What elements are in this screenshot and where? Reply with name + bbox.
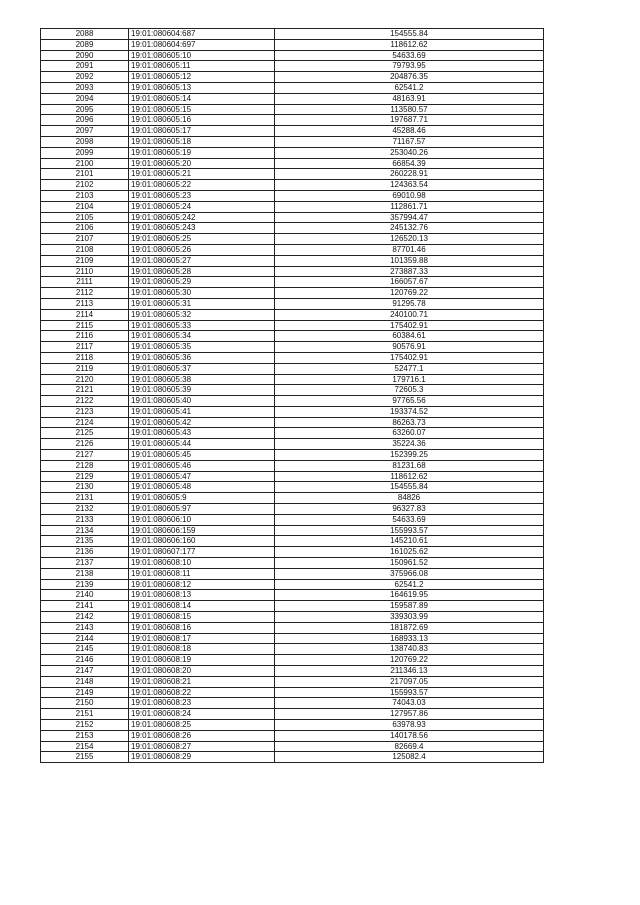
table-row [41, 525, 544, 536]
table-row [41, 547, 544, 558]
value-cell: 113580.57 [275, 104, 544, 115]
cadastral-number-cell: 19:01:080605:39 [129, 385, 275, 396]
table-row [41, 169, 544, 180]
cadastral-number-cell: 19:01:080605:20 [129, 158, 275, 169]
table-row [41, 633, 544, 644]
value-cell: 357994.47 [275, 212, 544, 223]
row-number-cell: 2105 [41, 212, 129, 223]
cadastral-number-cell: 19:01:080605:36 [129, 352, 275, 363]
row-number-cell: 2117 [41, 342, 129, 353]
table-row [41, 180, 544, 191]
value-cell: 145210.61 [275, 536, 544, 547]
cadastral-number-cell: 19:01:080605:15 [129, 104, 275, 115]
table-row [41, 752, 544, 763]
value-cell: 339303.99 [275, 612, 544, 623]
value-cell: 35224.36 [275, 439, 544, 450]
table-row [41, 201, 544, 212]
row-number-cell: 2148 [41, 676, 129, 687]
value-cell: 60384.61 [275, 331, 544, 342]
table-row [41, 471, 544, 482]
cadastral-number-cell: 19:01:080605:9 [129, 493, 275, 504]
table-row [41, 104, 544, 115]
row-number-cell: 2144 [41, 633, 129, 644]
table-row [41, 147, 544, 158]
row-number-cell: 2142 [41, 612, 129, 623]
value-cell: 54633.69 [275, 514, 544, 525]
row-number-cell: 2122 [41, 396, 129, 407]
table-row [41, 741, 544, 752]
row-number-cell: 2100 [41, 158, 129, 169]
cadastral-number-cell: 19:01:080605:27 [129, 255, 275, 266]
row-number-cell: 2154 [41, 741, 129, 752]
value-cell: 127957.86 [275, 709, 544, 720]
cadastral-number-cell: 19:01:080604:697 [129, 39, 275, 50]
cadastral-number-cell: 19:01:080608:22 [129, 687, 275, 698]
cadastral-number-cell: 19:01:080608:17 [129, 633, 275, 644]
cadastral-number-cell: 19:01:080605:30 [129, 288, 275, 299]
table-row [41, 29, 544, 40]
table-row [41, 72, 544, 83]
row-number-cell: 2140 [41, 590, 129, 601]
table-row [41, 223, 544, 234]
cadastral-number-cell: 19:01:080608:27 [129, 741, 275, 752]
cadastral-number-cell: 19:01:080608:26 [129, 730, 275, 741]
row-number-cell: 2113 [41, 298, 129, 309]
row-number-cell: 2097 [41, 126, 129, 137]
value-cell: 69010.98 [275, 190, 544, 201]
value-cell: 62541.2 [275, 579, 544, 590]
table-row [41, 428, 544, 439]
table-row [41, 720, 544, 731]
value-cell: 211346.13 [275, 666, 544, 677]
value-cell: 166057.67 [275, 277, 544, 288]
value-cell: 193374.52 [275, 406, 544, 417]
row-number-cell: 2152 [41, 720, 129, 731]
row-number-cell: 2094 [41, 93, 129, 104]
cadastral-number-cell: 19:01:080608:18 [129, 644, 275, 655]
row-number-cell: 2120 [41, 374, 129, 385]
cadastral-number-cell: 19:01:080605:243 [129, 223, 275, 234]
row-number-cell: 2114 [41, 309, 129, 320]
value-cell: 96327.83 [275, 504, 544, 515]
value-cell: 120769.22 [275, 288, 544, 299]
cadastral-number-cell: 19:01:080608:25 [129, 720, 275, 731]
value-cell: 87701.46 [275, 244, 544, 255]
value-cell: 155993.57 [275, 525, 544, 536]
cadastral-number-cell: 19:01:080608:11 [129, 568, 275, 579]
table-row [41, 514, 544, 525]
row-number-cell: 2111 [41, 277, 129, 288]
value-cell: 273887.33 [275, 266, 544, 277]
table-row [41, 676, 544, 687]
table-row [41, 504, 544, 515]
table-row [41, 730, 544, 741]
table-row [41, 579, 544, 590]
table-row [41, 644, 544, 655]
value-cell: 126520.13 [275, 234, 544, 245]
table-row [41, 61, 544, 72]
row-number-cell: 2128 [41, 460, 129, 471]
table-row [41, 622, 544, 633]
row-number-cell: 2096 [41, 115, 129, 126]
value-cell: 240100.71 [275, 309, 544, 320]
value-cell: 150961.52 [275, 558, 544, 569]
table-row [41, 450, 544, 461]
cadastral-number-cell: 19:01:080608:13 [129, 590, 275, 601]
value-cell: 81231.68 [275, 460, 544, 471]
cadastral-number-cell: 19:01:080605:45 [129, 450, 275, 461]
cadastral-number-cell: 19:01:080604:687 [129, 29, 275, 40]
row-number-cell: 2102 [41, 180, 129, 191]
value-cell: 245132.76 [275, 223, 544, 234]
row-number-cell: 2095 [41, 104, 129, 115]
value-cell: 164619.95 [275, 590, 544, 601]
value-cell: 155993.57 [275, 687, 544, 698]
row-number-cell: 2101 [41, 169, 129, 180]
row-number-cell: 2098 [41, 136, 129, 147]
value-cell: 197687.71 [275, 115, 544, 126]
value-cell: 45288.46 [275, 126, 544, 137]
cadastral-number-cell: 19:01:080605:26 [129, 244, 275, 255]
value-cell: 118612.62 [275, 471, 544, 482]
value-cell: 82669.4 [275, 741, 544, 752]
table-row [41, 244, 544, 255]
table-row [41, 666, 544, 677]
row-number-cell: 2132 [41, 504, 129, 515]
value-cell: 66854.39 [275, 158, 544, 169]
value-cell: 71167.57 [275, 136, 544, 147]
cadastral-number-cell: 19:01:080605:242 [129, 212, 275, 223]
table-row [41, 136, 544, 147]
row-number-cell: 2099 [41, 147, 129, 158]
value-cell: 101359.88 [275, 255, 544, 266]
value-cell: 63978.93 [275, 720, 544, 731]
table-row [41, 320, 544, 331]
cadastral-number-cell: 19:01:080607:177 [129, 547, 275, 558]
row-number-cell: 2118 [41, 352, 129, 363]
row-number-cell: 2110 [41, 266, 129, 277]
table-row [41, 309, 544, 320]
cadastral-number-cell: 19:01:080605:31 [129, 298, 275, 309]
value-cell: 217097.05 [275, 676, 544, 687]
cadastral-number-cell: 19:01:080605:25 [129, 234, 275, 245]
cadastral-number-cell: 19:01:080605:17 [129, 126, 275, 137]
row-number-cell: 2139 [41, 579, 129, 590]
cadastral-number-cell: 19:01:080608:20 [129, 666, 275, 677]
cadastral-number-cell: 19:01:080605:22 [129, 180, 275, 191]
table-row [41, 331, 544, 342]
cadastral-number-cell: 19:01:080605:12 [129, 72, 275, 83]
table-row [41, 396, 544, 407]
value-cell: 175402.91 [275, 352, 544, 363]
value-cell: 62541.2 [275, 82, 544, 93]
value-cell: 120769.22 [275, 655, 544, 666]
value-cell: 161025.62 [275, 547, 544, 558]
row-number-cell: 2107 [41, 234, 129, 245]
row-number-cell: 2108 [41, 244, 129, 255]
value-cell: 179716.1 [275, 374, 544, 385]
cadastral-number-cell: 19:01:080605:23 [129, 190, 275, 201]
table-row [41, 352, 544, 363]
cadastral-number-cell: 19:01:080605:44 [129, 439, 275, 450]
cadastral-number-cell: 19:01:080606:160 [129, 536, 275, 547]
row-number-cell: 2137 [41, 558, 129, 569]
table-row [41, 687, 544, 698]
value-cell: 125082.4 [275, 752, 544, 763]
value-cell: 260228.91 [275, 169, 544, 180]
row-number-cell: 2090 [41, 50, 129, 61]
cadastral-number-cell: 19:01:080608:29 [129, 752, 275, 763]
table-row [41, 568, 544, 579]
row-number-cell: 2143 [41, 622, 129, 633]
cadastral-number-cell: 19:01:080605:38 [129, 374, 275, 385]
row-number-cell: 2153 [41, 730, 129, 741]
table-row [41, 385, 544, 396]
row-number-cell: 2134 [41, 525, 129, 536]
value-cell: 253040.26 [275, 147, 544, 158]
row-number-cell: 2147 [41, 666, 129, 677]
cadastral-number-cell: 19:01:080605:40 [129, 396, 275, 407]
row-number-cell: 2109 [41, 255, 129, 266]
value-cell: 118612.62 [275, 39, 544, 50]
cadastral-number-cell: 19:01:080608:21 [129, 676, 275, 687]
value-cell: 86263.73 [275, 417, 544, 428]
cadastral-number-cell: 19:01:080605:32 [129, 309, 275, 320]
cadastral-number-cell: 19:01:080605:24 [129, 201, 275, 212]
value-cell: 152399.25 [275, 450, 544, 461]
cadastral-number-cell: 19:01:080605:46 [129, 460, 275, 471]
table-row [41, 277, 544, 288]
row-number-cell: 2123 [41, 406, 129, 417]
row-number-cell: 2150 [41, 698, 129, 709]
cadastral-number-cell: 19:01:080605:29 [129, 277, 275, 288]
cadastral-number-cell: 19:01:080608:12 [129, 579, 275, 590]
value-cell: 168933.13 [275, 633, 544, 644]
cadastral-number-cell: 19:01:080605:48 [129, 482, 275, 493]
row-number-cell: 2126 [41, 439, 129, 450]
table-row [41, 612, 544, 623]
table-body [41, 29, 544, 763]
value-cell: 112861.71 [275, 201, 544, 212]
table-row [41, 655, 544, 666]
table-row [41, 255, 544, 266]
table-row [41, 93, 544, 104]
table-row [41, 406, 544, 417]
row-number-cell: 2119 [41, 363, 129, 374]
value-cell: 72605.3 [275, 385, 544, 396]
cadastral-number-cell: 19:01:080605:21 [129, 169, 275, 180]
cadastral-number-cell: 19:01:080605:13 [129, 82, 275, 93]
table-row [41, 493, 544, 504]
row-number-cell: 2135 [41, 536, 129, 547]
row-number-cell: 2151 [41, 709, 129, 720]
row-number-cell: 2106 [41, 223, 129, 234]
table-row [41, 234, 544, 245]
cadastral-number-cell: 19:01:080605:37 [129, 363, 275, 374]
value-cell: 181872.69 [275, 622, 544, 633]
value-cell: 175402.91 [275, 320, 544, 331]
table-row [41, 298, 544, 309]
table-row [41, 158, 544, 169]
table-row [41, 212, 544, 223]
row-number-cell: 2133 [41, 514, 129, 525]
table-row [41, 482, 544, 493]
value-cell: 84826 [275, 493, 544, 504]
cadastral-number-cell: 19:01:080605:11 [129, 61, 275, 72]
table-row [41, 558, 544, 569]
row-number-cell: 2155 [41, 752, 129, 763]
row-number-cell: 2092 [41, 72, 129, 83]
row-number-cell: 2104 [41, 201, 129, 212]
value-cell: 154555.84 [275, 482, 544, 493]
table-row [41, 590, 544, 601]
value-cell: 375966.08 [275, 568, 544, 579]
value-cell: 159587.89 [275, 601, 544, 612]
cadastral-number-cell: 19:01:080605:34 [129, 331, 275, 342]
row-number-cell: 2127 [41, 450, 129, 461]
table-row [41, 601, 544, 612]
row-number-cell: 2125 [41, 428, 129, 439]
row-number-cell: 2130 [41, 482, 129, 493]
cadastral-number-cell: 19:01:080606:159 [129, 525, 275, 536]
row-number-cell: 2121 [41, 385, 129, 396]
cadastral-number-cell: 19:01:080608:15 [129, 612, 275, 623]
table-row [41, 82, 544, 93]
cadastral-number-cell: 19:01:080605:35 [129, 342, 275, 353]
value-cell: 90576.91 [275, 342, 544, 353]
row-number-cell: 2103 [41, 190, 129, 201]
cadastral-number-cell: 19:01:080605:10 [129, 50, 275, 61]
table-row [41, 363, 544, 374]
cadastral-number-cell: 19:01:080608:23 [129, 698, 275, 709]
value-cell: 140178.56 [275, 730, 544, 741]
cadastral-number-cell: 19:01:080605:14 [129, 93, 275, 104]
value-cell: 74043.03 [275, 698, 544, 709]
row-number-cell: 2136 [41, 547, 129, 558]
table-row [41, 288, 544, 299]
value-cell: 63260.07 [275, 428, 544, 439]
row-number-cell: 2091 [41, 61, 129, 72]
table-row [41, 460, 544, 471]
table-row [41, 266, 544, 277]
value-cell: 204876.35 [275, 72, 544, 83]
row-number-cell: 2131 [41, 493, 129, 504]
row-number-cell: 2089 [41, 39, 129, 50]
table-row [41, 115, 544, 126]
cadastral-number-cell: 19:01:080606:10 [129, 514, 275, 525]
row-number-cell: 2138 [41, 568, 129, 579]
value-cell: 54633.69 [275, 50, 544, 61]
value-cell: 79793.95 [275, 61, 544, 72]
table-row [41, 190, 544, 201]
cadastral-number-cell: 19:01:080605:47 [129, 471, 275, 482]
table-row [41, 709, 544, 720]
cadastral-number-cell: 19:01:080605:33 [129, 320, 275, 331]
cadastral-number-cell: 19:01:080608:10 [129, 558, 275, 569]
cadastral-number-cell: 19:01:080608:19 [129, 655, 275, 666]
row-number-cell: 2149 [41, 687, 129, 698]
row-number-cell: 2145 [41, 644, 129, 655]
cadastral-number-cell: 19:01:080605:42 [129, 417, 275, 428]
value-cell: 97765.56 [275, 396, 544, 407]
row-number-cell: 2093 [41, 82, 129, 93]
row-number-cell: 2146 [41, 655, 129, 666]
table-row [41, 342, 544, 353]
row-number-cell: 2088 [41, 29, 129, 40]
cadastral-number-cell: 19:01:080605:43 [129, 428, 275, 439]
cadastral-number-cell: 19:01:080605:19 [129, 147, 275, 158]
value-cell: 124363.54 [275, 180, 544, 191]
row-number-cell: 2129 [41, 471, 129, 482]
table-row [41, 536, 544, 547]
value-cell: 138740.83 [275, 644, 544, 655]
table-row [41, 374, 544, 385]
cadastral-number-cell: 19:01:080608:24 [129, 709, 275, 720]
cadastral-number-cell: 19:01:080605:16 [129, 115, 275, 126]
table-row [41, 39, 544, 50]
cadastral-number-cell: 19:01:080608:14 [129, 601, 275, 612]
value-cell: 154555.84 [275, 29, 544, 40]
row-number-cell: 2115 [41, 320, 129, 331]
cadastral-number-cell: 19:01:080608:16 [129, 622, 275, 633]
table-row [41, 126, 544, 137]
table-row [41, 698, 544, 709]
cadastral-number-cell: 19:01:080605:97 [129, 504, 275, 515]
row-number-cell: 2116 [41, 331, 129, 342]
row-number-cell: 2141 [41, 601, 129, 612]
cadastral-number-cell: 19:01:080605:18 [129, 136, 275, 147]
table-row [41, 50, 544, 61]
table-row [41, 439, 544, 450]
row-number-cell: 2112 [41, 288, 129, 299]
row-number-cell: 2124 [41, 417, 129, 428]
cadastral-number-cell: 19:01:080605:41 [129, 406, 275, 417]
table-row [41, 417, 544, 428]
cadastral-value-table [40, 28, 544, 763]
value-cell: 91295.78 [275, 298, 544, 309]
value-cell: 48163.91 [275, 93, 544, 104]
value-cell: 52477.1 [275, 363, 544, 374]
cadastral-number-cell: 19:01:080605:28 [129, 266, 275, 277]
